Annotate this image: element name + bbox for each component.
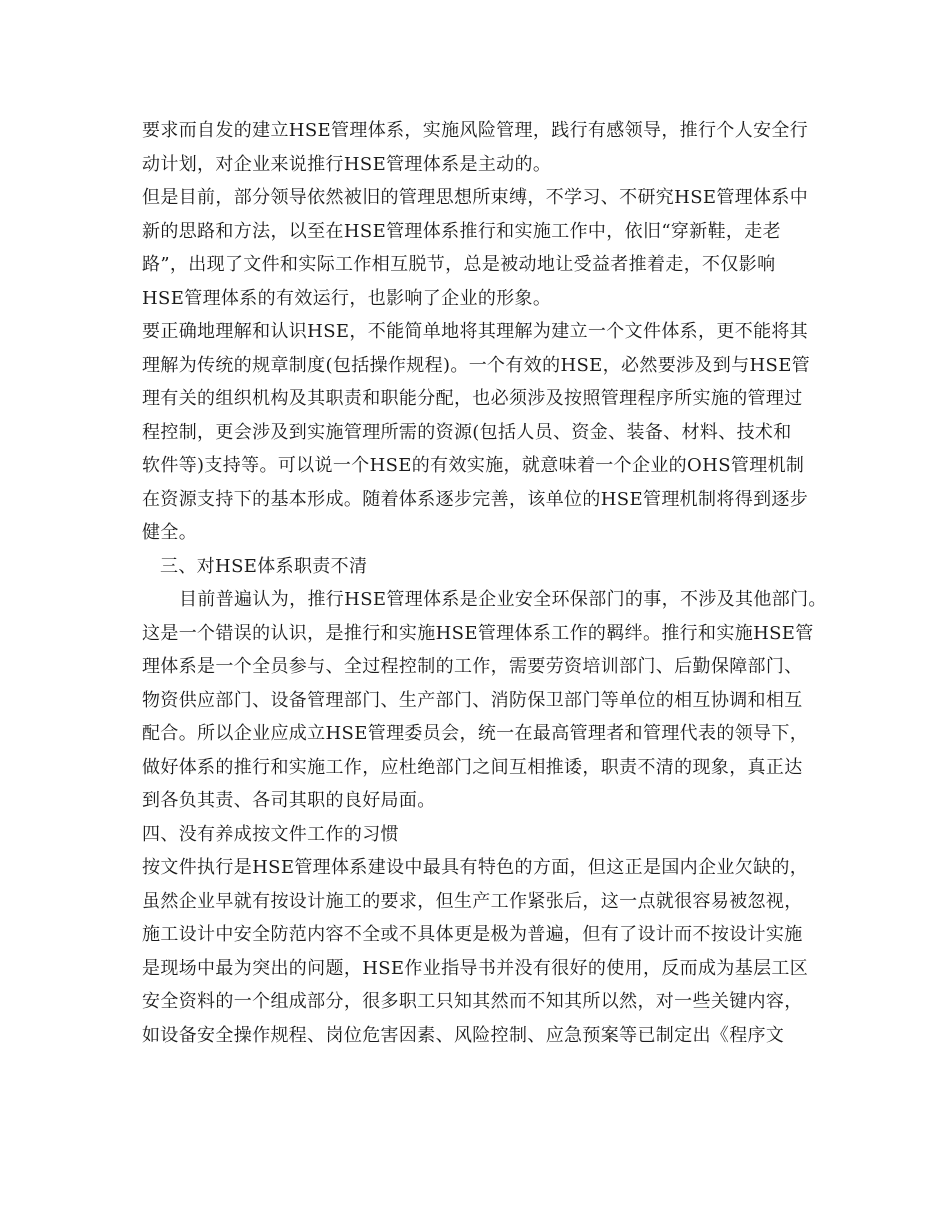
section-heading-3: 三、对HSE体系职责不清 (160, 555, 368, 577)
body-line: 到各负其责、各司其职的良好局面。 (142, 790, 436, 811)
body-line: 按文件执行是HSE管理体系建设中最具有特色的方面，但这正是国内企业欠缺的， (142, 857, 809, 878)
body-line: 新的思路和方法，以至在HSE管理体系推行和实施工作中，依旧“穿新鞋，走老 (142, 220, 781, 242)
body-line: 物资供应部门、设备管理部门、生产部门、消防保卫部门等单位的相互协调和相互 (142, 689, 803, 711)
body-line: 虽然企业早就有按设计施工的要求，但生产工作紧张后，这一点就很容易被忽视， (142, 890, 803, 912)
body-line: 程控制，更会涉及到实施管理所需的资源(包括人员、资金、装备、材料、技术和 (142, 421, 792, 443)
body-line: 要正确地理解和认识HSE，不能简单地将其理解为建立一个文件体系，更不能将其 (142, 321, 809, 342)
body-line: 但是目前，部分领导依然被旧的管理思想所束缚，不学习、不研究HSE管理体系中 (142, 187, 809, 208)
paragraph-first-line: 目前普遍认为，推行HSE管理体系是企业安全环保部门的事，不涉及其他部门。 (179, 589, 827, 610)
body-line: 健全。 (142, 522, 198, 543)
body-line: 如设备安全操作规程、岗位危害因素、风险控制、应急预案等已制定出《程序文 (142, 1024, 785, 1046)
body-line: 软件等)支持等。可以说一个HSE的有效实施，就意味着一个企业的OHS管理机制 (142, 455, 805, 476)
body-line: 是现场中最为突出的问题，HSE作业指导书并没有很好的使用，反而成为基层工区 (142, 957, 809, 979)
body-line: 安全资料的一个组成部分，很多职工只知其然而不知其所以然，对一些关键内容， (142, 991, 803, 1012)
body-line: 配合。所以企业应成立HSE管理委员会，统一在最高管理者和管理代表的领导下， (142, 723, 809, 744)
body-line: HSE管理体系的有效运行，也影响了企业的形象。 (142, 287, 552, 309)
document-body (142, 114, 832, 1052)
body-line: 理体系是一个全员参与、全过程控制的工作，需要劳资培训部门、后勤保障部门、 (142, 656, 803, 677)
body-line: 这是一个错误的认识，是推行和实施HSE管理体系工作的羁绊。推行和实施HSE管 (142, 622, 814, 644)
body-line: 理有关的组织机构及其职责和职能分配，也必须涉及按照管理程序所实施的管理过 (142, 388, 803, 409)
section-heading-4: 四、没有养成按文件工作的习惯 (142, 823, 399, 845)
body-line: 施工设计中安全防范内容不全或不具体更是极为普遍，但有了设计而不按设计实施 (142, 924, 803, 945)
body-line: 在资源支持下的基本形成。随着体系逐步完善，该单位的HSE管理机制将得到逐步 (142, 488, 809, 510)
body-line: 路”，出现了文件和实际工作相互脱节，总是被动地让受益者推着走，不仅影响 (142, 254, 776, 275)
body-line: 动计划，对企业来说推行HSE管理体系是主动的。 (142, 153, 552, 175)
body-line: 理解为传统的规章制度(包括操作规程)。一个有效的HSE，必然要涉及到与HSE管 (142, 354, 811, 376)
body-line: 要求而自发的建立HSE管理体系，实施风险管理，践行有感领导，推行个人安全行 (142, 120, 809, 141)
body-line: 做好体系的推行和实施工作，应杜绝部门之间互相推诿，职责不清的现象，真正达 (142, 756, 803, 778)
